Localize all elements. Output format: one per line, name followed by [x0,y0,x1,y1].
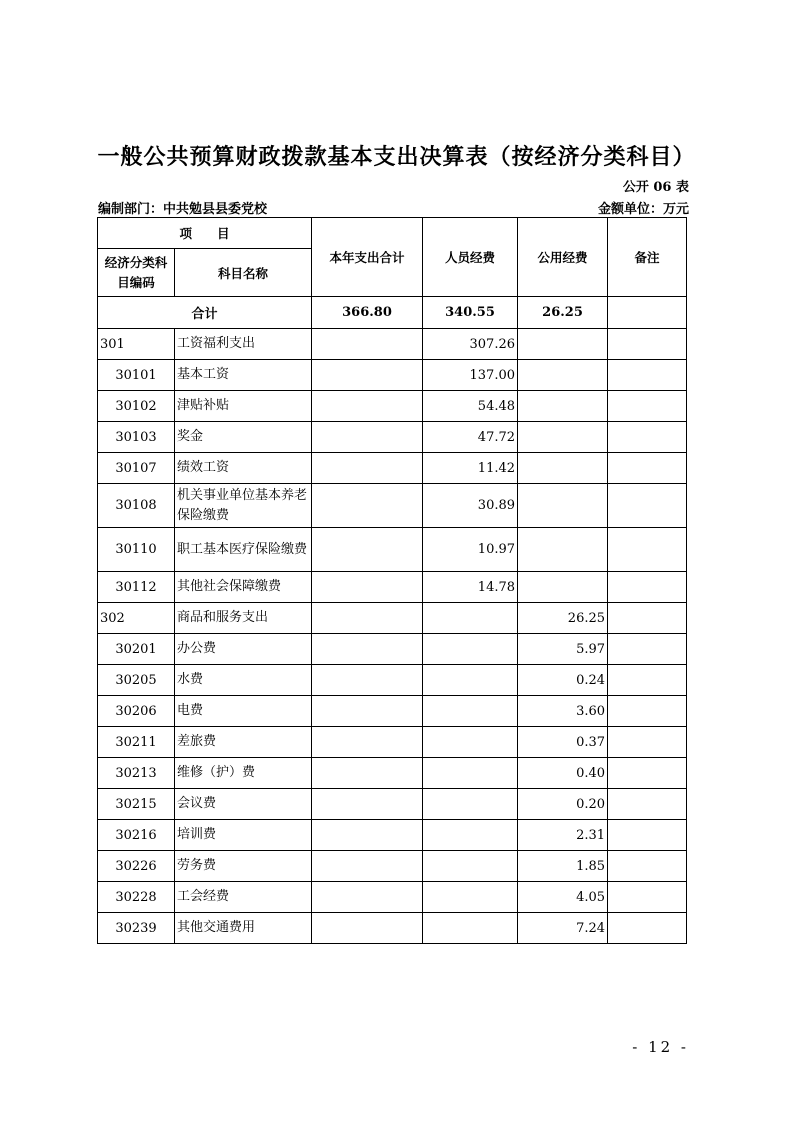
public-cell: 5.97 [518,634,608,665]
header-total: 本年支出合计 [312,218,423,297]
remark-cell [608,453,687,484]
remark-cell [608,789,687,820]
public-cell [518,329,608,360]
code-cell: 30112 [98,572,175,603]
code-cell: 30102 [98,391,175,422]
name-cell: 其他交通费用 [175,913,312,944]
header-code: 经济分类科目编码 [98,249,175,297]
code-cell: 30213 [98,758,175,789]
public-cell: 3.60 [518,696,608,727]
remark-cell [608,422,687,453]
remark-cell [608,758,687,789]
total-public: 26.25 [518,297,608,329]
table-row [98,882,687,913]
total-cell [312,758,423,789]
total-cell [312,329,423,360]
name-cell: 奖金 [175,422,312,453]
personnel-cell [423,820,518,851]
personnel-cell [423,851,518,882]
personnel-cell [423,913,518,944]
personnel-cell: 11.42 [423,453,518,484]
total-cell [312,422,423,453]
header-public: 公用经费 [518,218,608,297]
personnel-cell: 30.89 [423,484,518,528]
public-cell [518,360,608,391]
name-cell: 维修（护）费 [175,758,312,789]
code-cell: 30110 [98,528,175,572]
remark-cell [608,484,687,528]
code-cell: 30206 [98,696,175,727]
table-row [98,572,687,603]
remark-cell [608,360,687,391]
personnel-cell [423,727,518,758]
code-cell: 30201 [98,634,175,665]
personnel-cell: 307.26 [423,329,518,360]
header-remark: 备注 [608,218,687,297]
public-cell [518,391,608,422]
total-personnel: 340.55 [423,297,518,329]
code-cell: 302 [98,603,175,634]
table-row [98,913,687,944]
name-cell: 绩效工资 [175,453,312,484]
public-cell: 2.31 [518,820,608,851]
remark-cell [608,528,687,572]
table-row [98,329,687,360]
department-label: 编制部门：中共勉县县委党校 [98,202,268,217]
name-cell: 电费 [175,696,312,727]
personnel-cell [423,603,518,634]
expenditure-table [97,217,687,944]
personnel-cell [423,665,518,696]
total-cell [312,528,423,572]
public-cell [518,484,608,528]
table-row [98,758,687,789]
name-cell: 差旅费 [175,727,312,758]
table-row [98,422,687,453]
name-cell: 机关事业单位基本养老保险缴费 [175,484,312,528]
total-sum: 366.80 [312,297,423,329]
remark-cell [608,603,687,634]
remark-cell [608,329,687,360]
public-cell [518,453,608,484]
code-cell: 30103 [98,422,175,453]
code-cell: 30226 [98,851,175,882]
table-row [98,360,687,391]
code-cell: 30108 [98,484,175,528]
public-cell: 26.25 [518,603,608,634]
table-row [98,603,687,634]
code-cell: 30228 [98,882,175,913]
page-number: - 12 - [632,1038,689,1056]
name-cell: 津贴补贴 [175,391,312,422]
name-cell: 培训费 [175,820,312,851]
table-row [98,820,687,851]
remark-cell [608,727,687,758]
total-cell [312,696,423,727]
total-cell [312,882,423,913]
name-cell: 职工基本医疗保险缴费 [175,528,312,572]
remark-cell [608,634,687,665]
personnel-cell [423,882,518,913]
personnel-cell [423,789,518,820]
total-cell [312,665,423,696]
name-cell: 其他社会保障缴费 [175,572,312,603]
table-row [98,634,687,665]
public-cell [518,572,608,603]
remark-cell [608,882,687,913]
remark-cell [608,913,687,944]
total-cell [312,391,423,422]
table-row [98,484,687,528]
unit-label: 金额单位：万元 [597,202,689,217]
personnel-cell: 47.72 [423,422,518,453]
total-label: 合计 [98,297,312,329]
header-item: 项 目 [98,218,312,249]
remark-cell [608,820,687,851]
public-cell [518,528,608,572]
public-cell: 0.20 [518,789,608,820]
total-cell [312,453,423,484]
remark-cell [608,696,687,727]
public-cell [518,422,608,453]
public-cell: 0.37 [518,727,608,758]
total-cell [312,820,423,851]
header-name: 科目名称 [175,249,312,297]
public-cell: 7.24 [518,913,608,944]
name-cell: 工会经费 [175,882,312,913]
code-cell: 30216 [98,820,175,851]
code-cell: 30101 [98,360,175,391]
table-row [98,696,687,727]
total-cell [312,789,423,820]
public-cell: 0.24 [518,665,608,696]
name-cell: 水费 [175,665,312,696]
public-cell: 1.85 [518,851,608,882]
personnel-cell [423,634,518,665]
table-row [98,528,687,572]
name-cell: 会议费 [175,789,312,820]
page-title: 一般公共预算财政拨款基本支出决算表（按经济分类科目） [97,145,696,170]
total-cell [312,913,423,944]
personnel-cell: 14.78 [423,572,518,603]
name-cell: 基本工资 [175,360,312,391]
personnel-cell [423,758,518,789]
table-row [98,789,687,820]
name-cell: 商品和服务支出 [175,603,312,634]
total-cell [312,603,423,634]
personnel-cell: 54.48 [423,391,518,422]
remark-cell [608,572,687,603]
table-row [98,851,687,882]
code-cell: 30215 [98,789,175,820]
name-cell: 办公费 [175,634,312,665]
name-cell: 工资福利支出 [175,329,312,360]
total-cell [312,727,423,758]
personnel-cell: 10.97 [423,528,518,572]
total-cell [312,484,423,528]
header-personnel: 人员经费 [423,218,518,297]
total-cell [312,360,423,391]
name-cell: 劳务费 [175,851,312,882]
personnel-cell [423,696,518,727]
code-cell: 301 [98,329,175,360]
total-cell [312,572,423,603]
table-row [98,391,687,422]
table-row [98,665,687,696]
remark-cell [608,391,687,422]
public-cell: 4.05 [518,882,608,913]
total-cell [312,634,423,665]
form-number: 公开 06 表 [622,180,689,195]
code-cell: 30205 [98,665,175,696]
personnel-cell: 137.00 [423,360,518,391]
table-row [98,453,687,484]
public-cell: 0.40 [518,758,608,789]
remark-cell [608,665,687,696]
code-cell: 30107 [98,453,175,484]
remark-cell [608,851,687,882]
code-cell: 30239 [98,913,175,944]
table-row [98,727,687,758]
code-cell: 30211 [98,727,175,758]
total-cell [312,851,423,882]
total-remark [608,297,687,329]
